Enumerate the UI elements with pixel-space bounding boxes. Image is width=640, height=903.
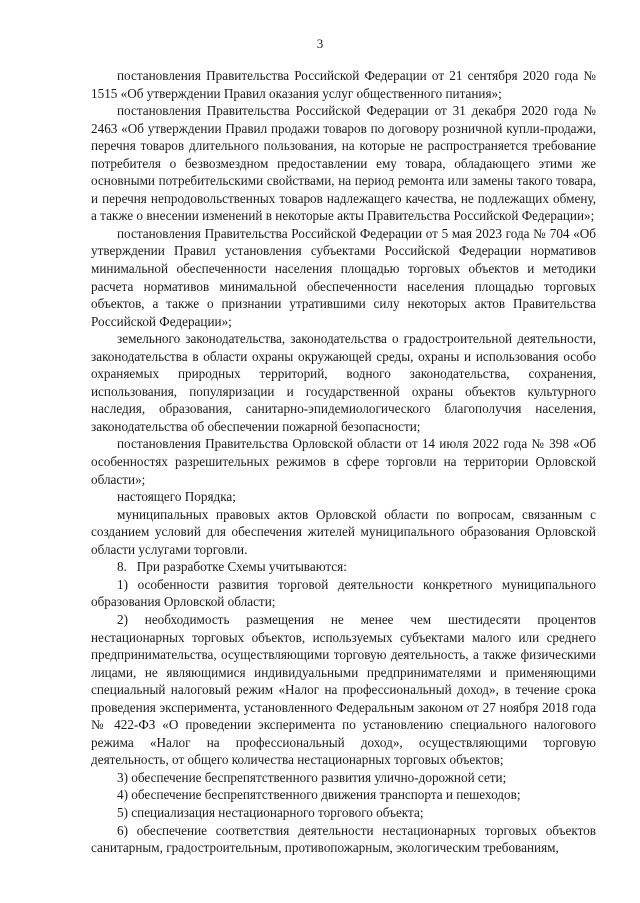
- paragraph: настоящего Порядка;: [117, 489, 236, 505]
- paragraph: постановления Правительства Орловской области от 14 июля 2022 года № 398 «Об особенностях разрешительных режимов в сфере торговли на территории Орловской области»;: [91, 436, 596, 487]
- list-item: 1) особенности развития торговой деятельности конкретного муниципального образования Орловской области;: [91, 576, 596, 610]
- paragraph: постановления Правительства Российской Федерации от 31 декабря 2020 года № 2463 «Об утверждении Правил продажи товаров по договору розничной купли-продажи, перечня товаров длительного пользования, на которые не распространяется требование потребителя о безвозмездном предоставлении ему товара, обладающего этими же основными потребительскими свойствами, на период ремонта или замены такого товара, и перечня непродовольственных товаров надлежащего качества, не подлежащих обмену, а также о внесении изменений в некоторые акты Правительства Российской Федерации»;: [91, 103, 596, 224]
- list-item: 6) обеспечение соответствия деятельности нестационарных торговых объектов санитарным, градостроительным, противопожарным, экологическим требованиям,: [91, 822, 596, 856]
- paragraph: постановления Правительства Российской Федерации от 5 мая 2023 года № 704 «Об утверждении Правил установления субъектами Российской Федерации нормативов минимальной обеспеченности населения площадью торговых объектов и методики расчета нормативов минимальной обеспеченности населения площадью торговых объектов, а также о признании утратившими силу некоторых актов Правительства Российской Федерации»;: [91, 225, 596, 329]
- document-body: [91, 67, 596, 857]
- list-item: 4) обеспечение беспрепятственного движения транспорта и пешеходов;: [117, 787, 521, 803]
- list-item: 2) необходимость размещения не менее чем шестидесяти процентов нестационарных торговых объектов, используемых субъектами малого или среднего предпринимательства, осуществляющими торговую деятельность, а также физическими лицами, не являющимися индивидуальными предпринимателями и применяющими специальный налоговый режим «Налог на профессиональный доход», в течение срока проведения эксперимента, установленного Федеральным законом от 27 ноября 2018 года № 422-ФЗ «О проведении эксперимента по установлению специального налогового режима «Налог на профессиональный доход», осуществляющими торговую деятельность, от общего количества нестационарных торговых объектов;: [91, 611, 596, 768]
- paragraph: земельного законодательства, законодательства о градостроительной деятельности, законодательства в области охраны окружающей среды, охраны и использования особо охраняемых природных территорий, водного законодательства, сохранения, использования, популяризации и государственной охраны объектов культурного наследия, образования, санитарно-эпидемиологического благополучия населения, законодательства об обеспечении пожарной безопасности;: [91, 331, 596, 434]
- paragraph: муниципальных правовых актов Орловской области по вопросам, связанным с созданием условий для обеспечения жителей муниципального образования Орловской области услугами торговли.: [91, 506, 596, 557]
- list-item: 5) специализация нестационарного торгового объекта;: [117, 804, 424, 820]
- section-heading: 8. При разработке Схемы учитываются:: [117, 559, 347, 575]
- list-item: 3) обеспечение беспрепятственного развития улично-дорожной сети;: [117, 769, 507, 785]
- paragraph: постановления Правительства Российской Федерации от 21 сентября 2020 года № 1515 «Об утверждении Правил оказания услуг общественного питания»;: [91, 68, 596, 101]
- page-number: 3: [316, 36, 324, 51]
